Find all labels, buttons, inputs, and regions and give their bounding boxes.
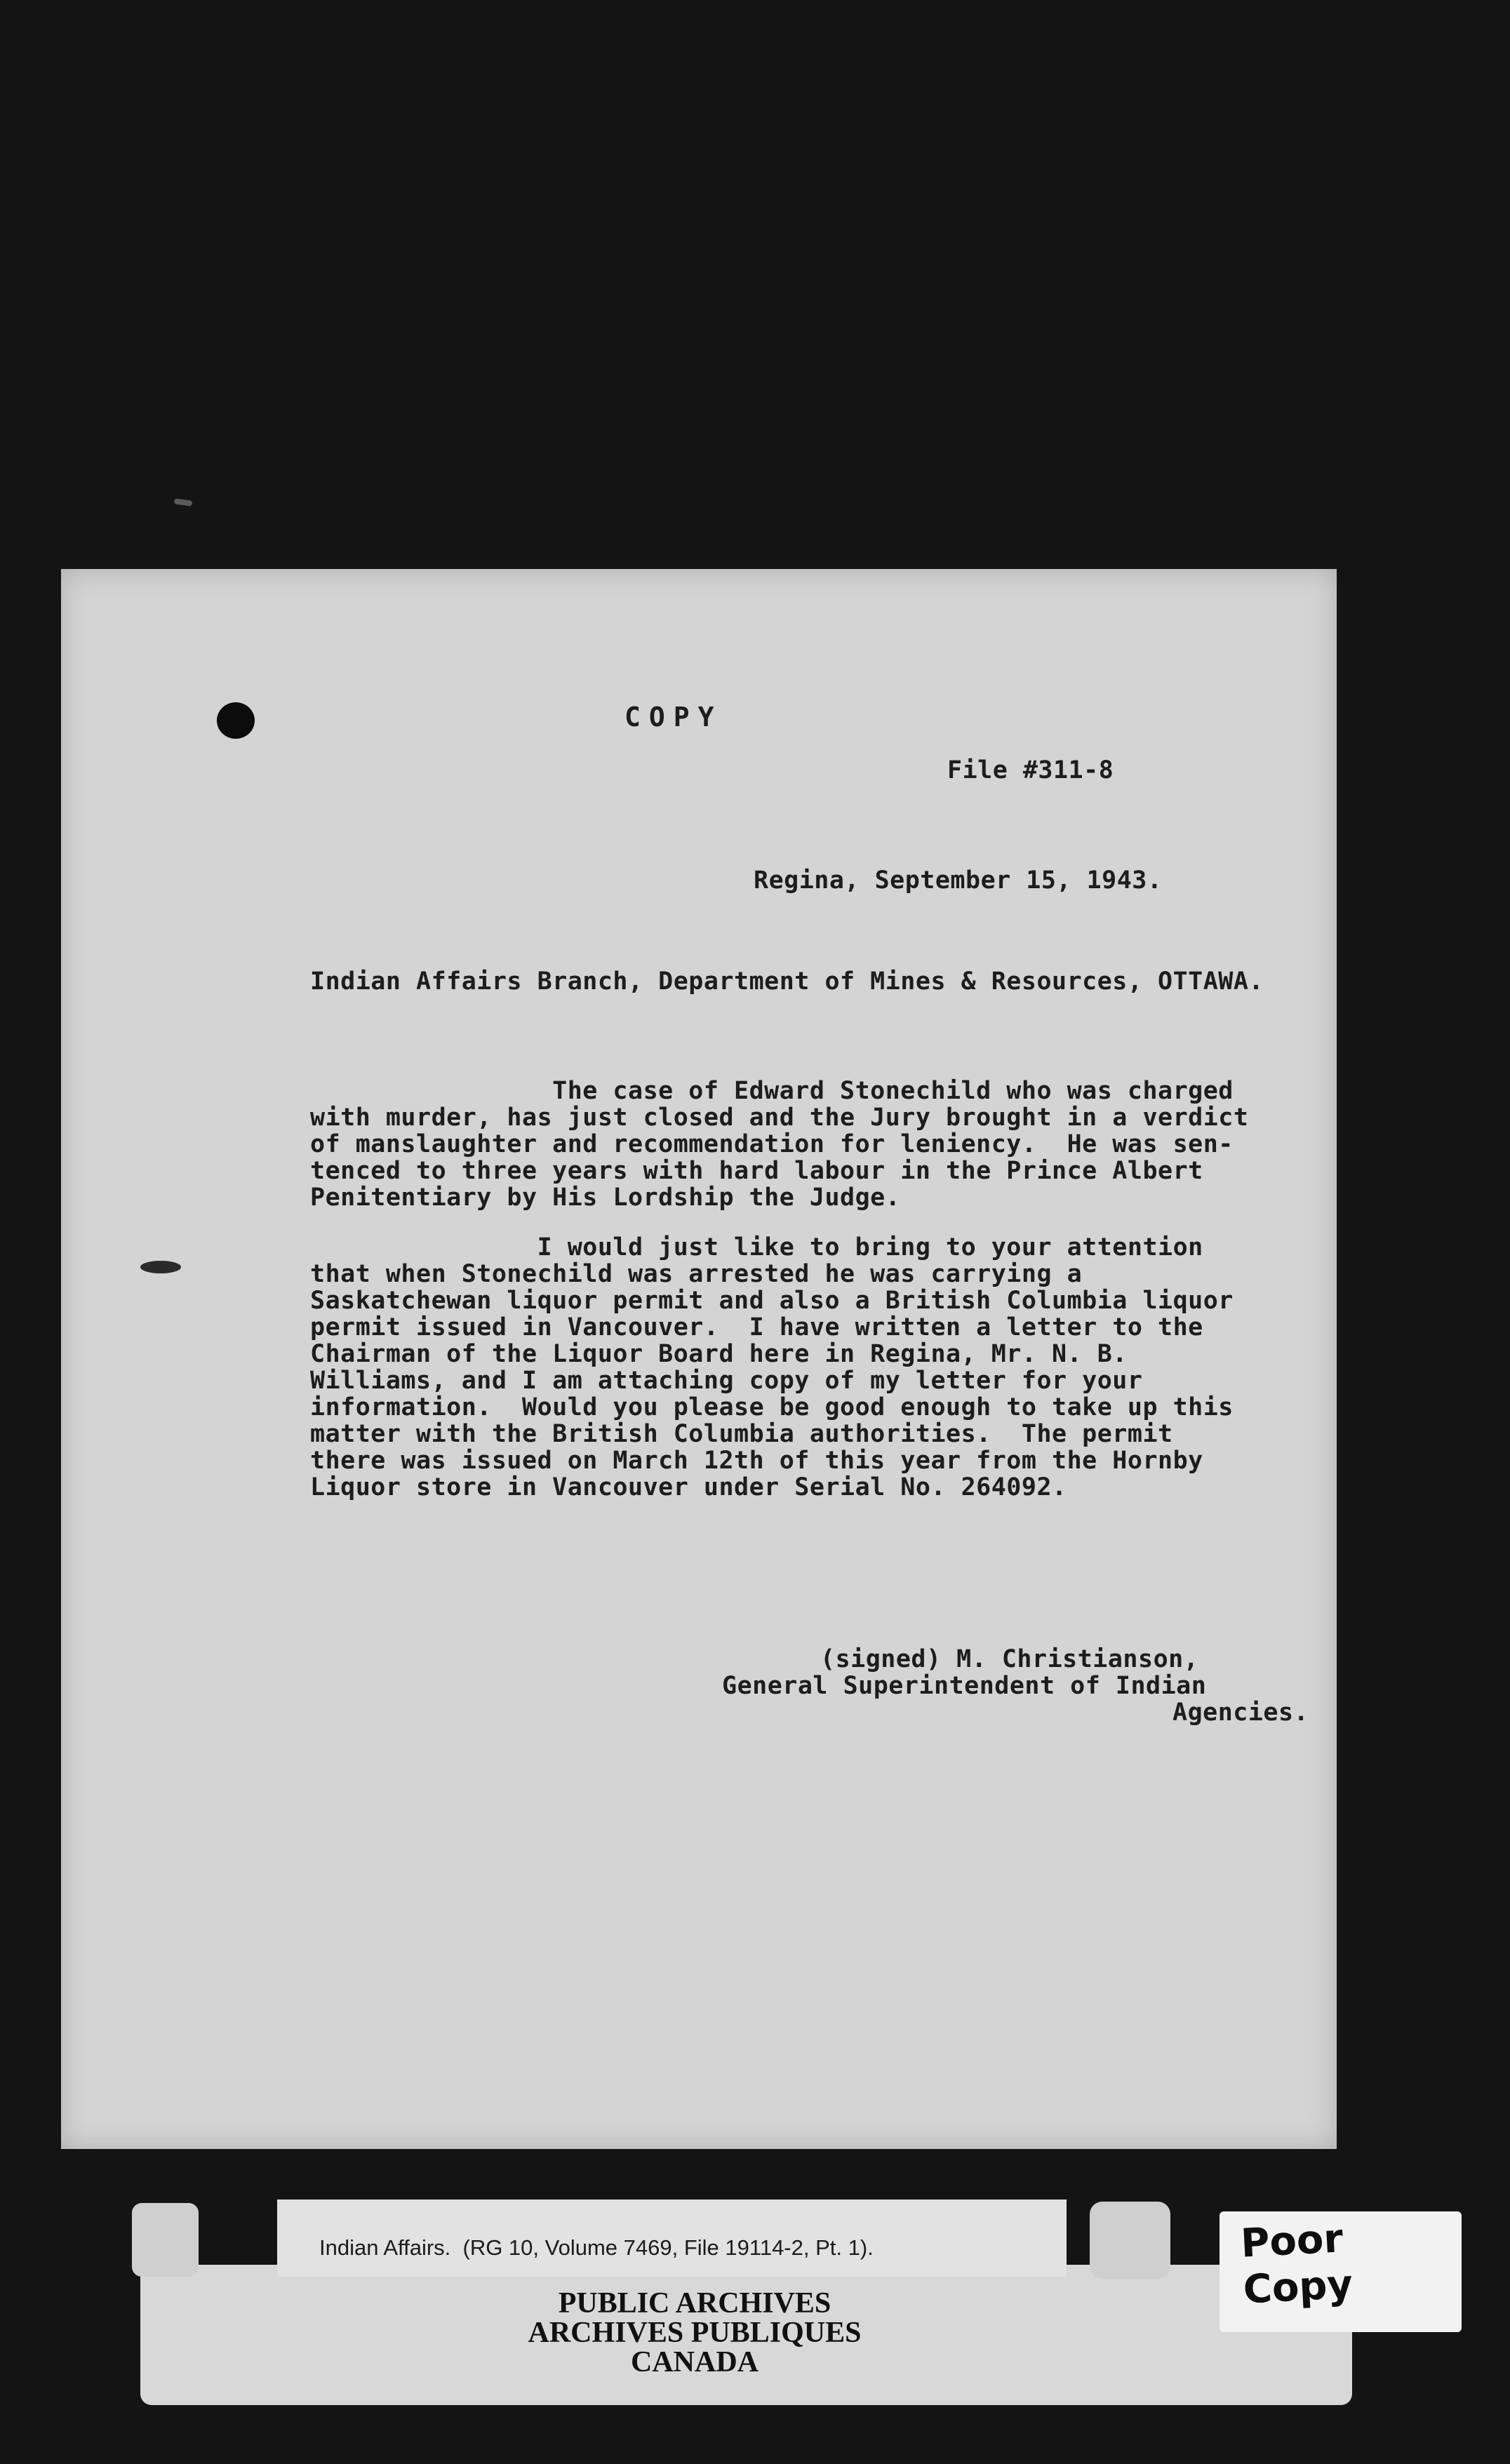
label-tab-right: [1090, 2202, 1170, 2279]
film-speck: [174, 498, 193, 507]
archives-name: [435, 2289, 954, 2377]
file-number: File #311-8: [947, 756, 1114, 784]
quality-note: Poor Copy: [1239, 2216, 1354, 2313]
signature-line: (signed) M. Christianson,: [820, 1645, 1199, 1673]
date-line: Regina, September 15, 1943.: [754, 866, 1163, 895]
archives-name-fr: ARCHIVES PUBLIQUES: [528, 2317, 862, 2349]
label-tab-left: [132, 2203, 199, 2277]
body-paragraph-1: The case of Edward Stonechild who was charged with murder, has just closed and the Jury brought in a verdict of manslaughter and recommendation for leniency. He was sen- tenced to three years with hard labour in the Prince Albert Penitentiary by His Lordship the Judge.: [310, 1077, 1249, 1212]
signatory-title-continued: Agencies.: [1172, 1699, 1309, 1727]
archives-country: CANADA: [631, 2346, 759, 2378]
copy-title: COPY: [624, 702, 723, 732]
punch-hole: [217, 702, 255, 739]
ink-blot: [140, 1261, 181, 1273]
archive-reference: Indian Affairs. (RG 10, Volume 7469, File 19114-2, Pt. 1).: [319, 2235, 874, 2260]
addressee: Indian Affairs Branch, Department of Mines & Resources, OTTAWA.: [310, 967, 1264, 996]
letter-page: [61, 569, 1337, 2149]
archives-name-en: PUBLIC ARCHIVES: [558, 2287, 831, 2319]
signatory-title: General Superintendent of Indian: [722, 1672, 1207, 1700]
body-paragraph-2: I would just like to bring to your attention that when Stonechild was arrested he was carrying a Saskatchewan liquor permit and also a British Columbia liquor permit issued in Vancouver. I have written a letter to the Chairman of the Liquor Board here in Regina, Mr. N. B. Williams, and I am attaching copy of my letter for your information. Would you please be good enough to take up this matter with the British Columbia authorities. The permit there was issued on March 12th of this year from the Hornby Liquor store in Vancouver under Serial No. 264092.: [310, 1233, 1234, 1501]
